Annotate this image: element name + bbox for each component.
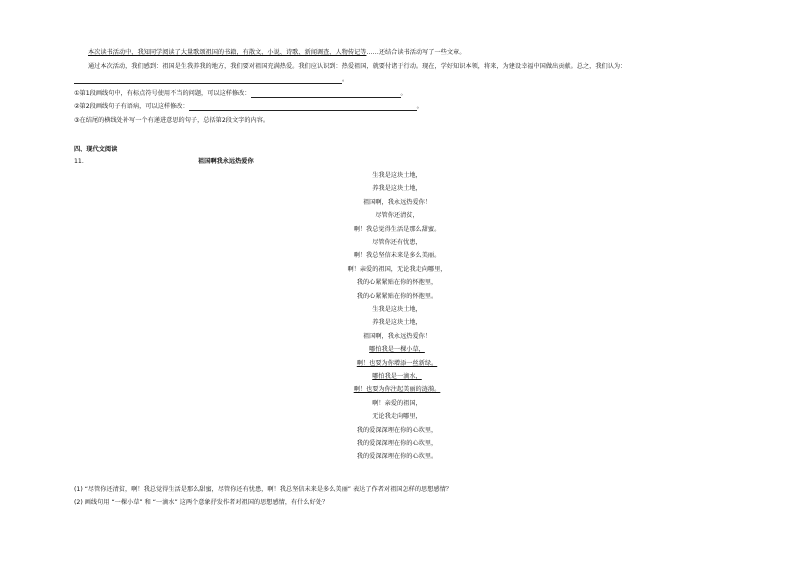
paragraph-1-text: 本次读书活动中，我知同学阅读了大量歌颂祖国的书籍，有散文、小说、诗歌、新闻调查、人物传记等	[88, 49, 367, 56]
question-number: 11.	[74, 158, 84, 165]
paragraph-1-suffix: ……还结合读书活动写了一些文章。	[366, 49, 466, 56]
poem-line: 生我是这块土地，	[372, 172, 422, 179]
poem-line: 我的爱深深埋在你的心坎里。	[356, 453, 438, 461]
poem-line: 尽管你还清贫，	[375, 212, 419, 220]
poem-line: 养我是这块土地，	[372, 185, 422, 193]
poem-line: 祖国啊，我永远热爱你！	[362, 332, 432, 340]
question-2-answer-blank[interactable]	[189, 104, 417, 111]
question-1-text: ①第1段画线句中，有标点符号使用不当的问题，可以这样修改：	[74, 90, 251, 97]
poem-line: 我的心紧紧贴在你的怀抱里。	[356, 292, 438, 300]
poem-line: 养我是这块土地，	[372, 319, 422, 327]
question-2	[74, 103, 423, 111]
sub-question-2: (2) 画线句用 “一棵小草” 和 “一滴水” 这两个意象抒发作者对祖国的思想感情，有什么好处？	[74, 499, 329, 506]
poem-line: 尽管你还有忧患，	[372, 239, 422, 246]
conclusion-blank-row	[74, 76, 348, 84]
question-1	[74, 90, 407, 98]
paragraph-2	[88, 63, 626, 71]
period-mark: 。	[416, 103, 423, 110]
poem-line: 祖国啊，我永远热爱你！	[362, 198, 432, 206]
question-1-answer-blank[interactable]	[251, 91, 401, 98]
poem-line: 无论我走向哪里，	[372, 413, 422, 421]
conclusion-blank[interactable]	[74, 77, 342, 84]
poem-line: 啊！我总坚信未来是多么美丽。	[353, 252, 441, 260]
period-mark: 。	[342, 76, 349, 83]
poem-underlined-line: 啊！也要为你增添一丝新绿。	[356, 359, 438, 367]
poem-line: 我的心紧紧贴在你的怀抱里，	[356, 279, 438, 287]
sub-question-1: (1) “尽管你还清贫，啊！我总觉得生活是那么甜蜜，尽管你还有忧患，啊！我总坚信未来是多么美丽” 表达了作者对祖国怎样的思想感情？	[74, 486, 452, 493]
poem-line: 啊！亲爱的祖国，无论我走向哪里，	[347, 265, 447, 273]
poem-line: 生我是这块土地，	[372, 306, 422, 313]
poem-line: 啊！亲爱的祖国，	[372, 399, 422, 407]
poem-underlined-line: 哪怕我是一滴水，	[372, 373, 422, 380]
poem-line: 我的爱深深埋在你的心坎里，	[356, 440, 438, 447]
question-3-text: ③在结尾的横线处补写一个有递进意思的句子，总括第2段文字的内容。	[74, 117, 270, 124]
poem-underlined-line: 啊！也要为你注起美丽的涟漪。	[353, 386, 441, 394]
question-2-text: ②第2段画线句子有语病，可以这样修改：	[74, 103, 189, 110]
section-heading: 四、现代文阅读	[74, 146, 118, 153]
poem-line: 啊！我总觉得生活是那么甜蜜。	[353, 225, 441, 233]
paragraph-2-text: 通过本次活动，我们感到：祖国是生我养我的地方，我们要对祖国充满热爱。我们应认识到：热爱祖国，就要付诸于行动。现在，学好知识本领，将来，为建设幸福中国做出贡献。总之，我们认为：	[88, 63, 627, 70]
period-mark: 。	[400, 90, 407, 97]
poem-line: 我的爱深深埋在你的心坎里，	[356, 426, 438, 434]
poem-title: 祖国啊我永远热爱你	[198, 158, 254, 165]
paragraph-1	[88, 49, 465, 57]
poem-underlined-line: 哪怕我是一棵小草，	[369, 346, 425, 354]
question-3	[74, 117, 269, 125]
